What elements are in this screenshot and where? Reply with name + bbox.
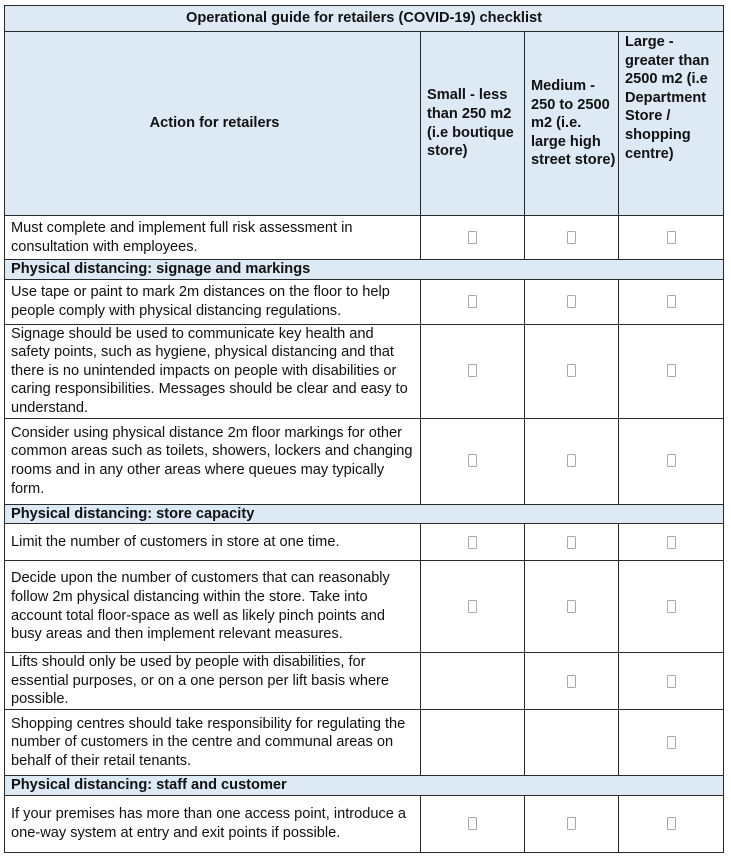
checkbox-small[interactable] bbox=[468, 600, 477, 613]
section-heading: Physical distancing: store capacity bbox=[5, 504, 724, 524]
cell-small bbox=[421, 653, 525, 710]
cell-small bbox=[421, 710, 525, 776]
checkbox-large[interactable] bbox=[667, 675, 676, 688]
section-row bbox=[5, 776, 724, 796]
header-action: Action for retailers bbox=[5, 32, 421, 216]
cell-small bbox=[421, 324, 525, 418]
checkbox-large[interactable] bbox=[667, 454, 676, 467]
checkbox-medium[interactable] bbox=[567, 600, 576, 613]
cell-medium bbox=[525, 710, 619, 776]
checkbox-large[interactable] bbox=[667, 364, 676, 377]
cell-large bbox=[619, 279, 724, 324]
checkbox-medium[interactable] bbox=[567, 231, 576, 244]
table-row bbox=[5, 795, 724, 852]
column-header-row bbox=[5, 32, 724, 216]
cell-small bbox=[421, 279, 525, 324]
action-text: Lifts should only be used by people with disabilities, for essential purposes, or on a one person per lift basis where possible. bbox=[5, 653, 421, 710]
checkbox-large[interactable] bbox=[667, 600, 676, 613]
cell-medium bbox=[525, 216, 619, 260]
checkbox-large[interactable] bbox=[667, 231, 676, 244]
action-text: Use tape or paint to mark 2m distances on the floor to help people comply with physical distancing regulations. bbox=[5, 279, 421, 324]
checkbox-medium[interactable] bbox=[567, 364, 576, 377]
table-row bbox=[5, 216, 724, 260]
cell-large bbox=[619, 324, 724, 418]
header-medium: Medium - 250 to 2500 m2 (i.e. large high street store) bbox=[525, 32, 619, 216]
cell-large bbox=[619, 524, 724, 561]
cell-large bbox=[619, 795, 724, 852]
checkbox-large[interactable] bbox=[667, 736, 676, 749]
cell-small bbox=[421, 561, 525, 653]
cell-medium bbox=[525, 524, 619, 561]
table-row bbox=[5, 418, 724, 504]
table-title: Operational guide for retailers (COVID-19) checklist bbox=[5, 6, 724, 32]
table-row bbox=[5, 279, 724, 324]
cell-large bbox=[619, 561, 724, 653]
checkbox-medium[interactable] bbox=[567, 817, 576, 830]
action-text: Decide upon the number of customers that can reasonably follow 2m physical distancing within the store. Take into account total floor-space as well as likely pinch points and busy areas and then implement relevant measures. bbox=[5, 561, 421, 653]
cell-medium bbox=[525, 561, 619, 653]
cell-large bbox=[619, 653, 724, 710]
action-text: Signage should be used to communicate key health and safety points, such as hygiene, physical distancing and that there is no unintended impacts on people with disabilities or caring responsibilities. Messages should be clear and easy to understand. bbox=[5, 324, 421, 418]
cell-large bbox=[619, 216, 724, 260]
cell-medium bbox=[525, 279, 619, 324]
action-text: If your premises has more than one access point, introduce a one-way system at entry and exit points if possible. bbox=[5, 795, 421, 852]
checklist-document bbox=[4, 5, 724, 853]
cell-medium bbox=[525, 418, 619, 504]
cell-small bbox=[421, 524, 525, 561]
header-small: Small - less than 250 m2 (i.e boutique store) bbox=[421, 32, 525, 216]
cell-small bbox=[421, 216, 525, 260]
checklist-table bbox=[4, 5, 724, 853]
cell-medium bbox=[525, 795, 619, 852]
action-text: Consider using physical distance 2m floor markings for other common areas such as toilets, showers, lockers and changing rooms and in any other areas where queues may typically form. bbox=[5, 418, 421, 504]
header-large: Large - greater than 2500 m2 (i.e Department Store / shopping centre) bbox=[619, 32, 724, 216]
table-row bbox=[5, 524, 724, 561]
checkbox-small[interactable] bbox=[468, 536, 477, 549]
action-text: Limit the number of customers in store at one time. bbox=[5, 524, 421, 561]
section-row bbox=[5, 260, 724, 280]
checkbox-small[interactable] bbox=[468, 454, 477, 467]
table-row bbox=[5, 324, 724, 418]
table-row bbox=[5, 561, 724, 653]
checkbox-medium[interactable] bbox=[567, 454, 576, 467]
checkbox-medium[interactable] bbox=[567, 675, 576, 688]
cell-large bbox=[619, 418, 724, 504]
checkbox-large[interactable] bbox=[667, 817, 676, 830]
action-text: Must complete and implement full risk assessment in consultation with employees. bbox=[5, 216, 421, 260]
action-text: Shopping centres should take responsibility for regulating the number of customers in the centre and communal areas on behalf of their retail tenants. bbox=[5, 710, 421, 776]
cell-large bbox=[619, 710, 724, 776]
section-heading: Physical distancing: staff and customer bbox=[5, 776, 724, 796]
section-heading: Physical distancing: signage and markings bbox=[5, 260, 724, 280]
table-row bbox=[5, 653, 724, 710]
cell-small bbox=[421, 418, 525, 504]
checkbox-medium[interactable] bbox=[567, 536, 576, 549]
section-row bbox=[5, 504, 724, 524]
checkbox-small[interactable] bbox=[468, 295, 477, 308]
checkbox-small[interactable] bbox=[468, 817, 477, 830]
checkbox-medium[interactable] bbox=[567, 295, 576, 308]
checkbox-small[interactable] bbox=[468, 231, 477, 244]
cell-medium bbox=[525, 324, 619, 418]
checkbox-large[interactable] bbox=[667, 295, 676, 308]
cell-medium bbox=[525, 653, 619, 710]
checkbox-small[interactable] bbox=[468, 364, 477, 377]
table-row bbox=[5, 710, 724, 776]
cell-small bbox=[421, 795, 525, 852]
checkbox-large[interactable] bbox=[667, 536, 676, 549]
title-row bbox=[5, 6, 724, 32]
